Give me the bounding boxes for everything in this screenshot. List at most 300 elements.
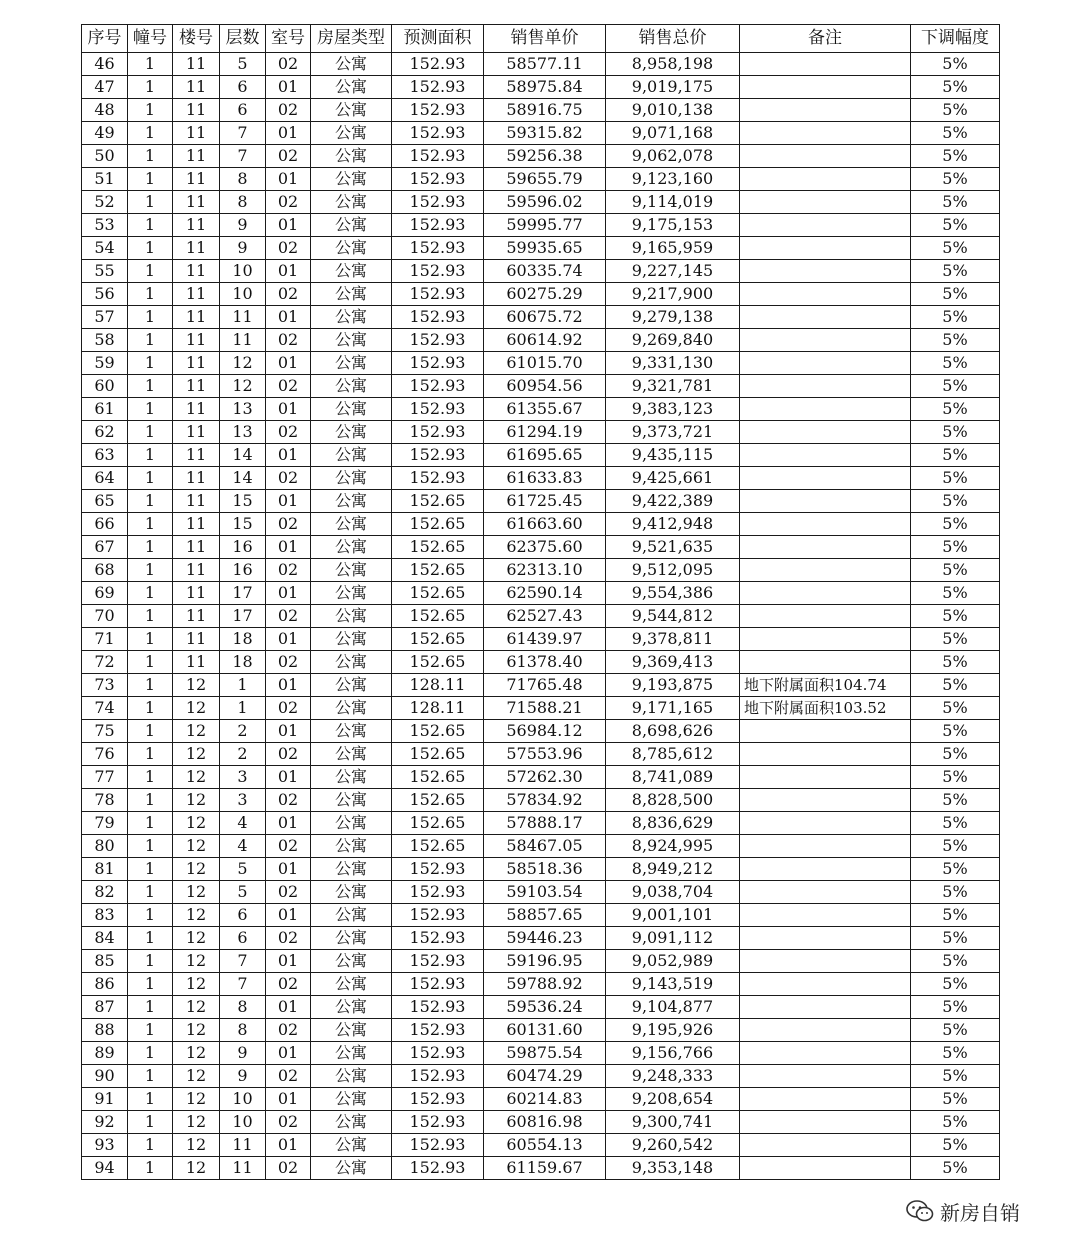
block-cell: 1 [128,306,173,329]
table-row [82,398,1000,421]
floor-cell: 2 [220,720,266,743]
building-cell: 11 [173,398,220,421]
block-cell: 1 [128,145,173,168]
serial-cell: 76 [82,743,128,766]
table-row [82,927,1000,950]
room-cell: 01 [266,812,311,835]
column-header: 楼号 [173,25,220,53]
type-cell: 公寓 [311,789,392,812]
note-cell [740,996,911,1019]
type-cell: 公寓 [311,145,392,168]
total-price-cell: 9,052,989 [606,950,740,973]
wechat-icon [906,1199,934,1223]
note-cell [740,168,911,191]
discount-cell: 5% [911,743,1000,766]
room-cell: 02 [266,927,311,950]
serial-cell: 72 [82,651,128,674]
type-cell: 公寓 [311,605,392,628]
note-cell [740,214,911,237]
unit-price-cell: 56984.12 [484,720,606,743]
type-cell: 公寓 [311,881,392,904]
floor-cell: 8 [220,996,266,1019]
total-price-cell: 9,369,413 [606,651,740,674]
floor-cell: 15 [220,513,266,536]
floor-cell: 6 [220,927,266,950]
unit-price-cell: 60335.74 [484,260,606,283]
floor-cell: 12 [220,352,266,375]
type-cell: 公寓 [311,99,392,122]
discount-cell: 5% [911,881,1000,904]
total-price-cell: 9,373,721 [606,421,740,444]
serial-cell: 82 [82,881,128,904]
building-cell: 11 [173,536,220,559]
note-cell [740,536,911,559]
building-cell: 12 [173,697,220,720]
room-cell: 01 [266,1042,311,1065]
serial-cell: 51 [82,168,128,191]
total-price-cell: 8,949,212 [606,858,740,881]
table-row [82,881,1000,904]
room-cell: 01 [266,444,311,467]
building-cell: 12 [173,1134,220,1157]
table-row [82,329,1000,352]
area-cell: 152.65 [392,628,484,651]
table-row [82,260,1000,283]
room-cell: 02 [266,53,311,76]
room-cell: 01 [266,536,311,559]
table-row [82,1088,1000,1111]
unit-price-cell: 59995.77 [484,214,606,237]
discount-cell: 5% [911,651,1000,674]
table-row [82,996,1000,1019]
unit-price-cell: 61355.67 [484,398,606,421]
unit-price-cell: 61663.60 [484,513,606,536]
serial-cell: 52 [82,191,128,214]
table-row [82,1065,1000,1088]
column-header: 销售单价 [484,25,606,53]
type-cell: 公寓 [311,122,392,145]
note-cell [740,1157,911,1180]
serial-cell: 67 [82,536,128,559]
block-cell: 1 [128,904,173,927]
total-price-cell: 9,165,959 [606,237,740,260]
type-cell: 公寓 [311,628,392,651]
price-table [81,24,1000,1180]
floor-cell: 1 [220,697,266,720]
area-cell: 152.93 [392,467,484,490]
serial-cell: 69 [82,582,128,605]
floor-cell: 4 [220,835,266,858]
area-cell: 152.93 [392,375,484,398]
room-cell: 02 [266,835,311,858]
building-cell: 11 [173,53,220,76]
table-row [82,145,1000,168]
note-cell [740,789,911,812]
note-cell [740,352,911,375]
discount-cell: 5% [911,996,1000,1019]
table-row [82,835,1000,858]
table-row [82,950,1000,973]
discount-cell: 5% [911,950,1000,973]
serial-cell: 75 [82,720,128,743]
serial-cell: 53 [82,214,128,237]
discount-cell: 5% [911,122,1000,145]
building-cell: 11 [173,306,220,329]
building-cell: 11 [173,605,220,628]
type-cell: 公寓 [311,467,392,490]
block-cell: 1 [128,559,173,582]
room-cell: 02 [266,421,311,444]
area-cell: 152.93 [392,260,484,283]
area-cell: 152.93 [392,1019,484,1042]
table-row [82,628,1000,651]
note-cell [740,720,911,743]
block-cell: 1 [128,513,173,536]
total-price-cell: 9,248,333 [606,1065,740,1088]
building-cell: 11 [173,513,220,536]
total-price-cell: 9,010,138 [606,99,740,122]
table-header-row [82,25,1000,53]
unit-price-cell: 62375.60 [484,536,606,559]
column-header: 备注 [740,25,911,53]
block-cell: 1 [128,260,173,283]
area-cell: 152.93 [392,352,484,375]
block-cell: 1 [128,1042,173,1065]
type-cell: 公寓 [311,214,392,237]
table-row [82,720,1000,743]
type-cell: 公寓 [311,559,392,582]
table-row [82,490,1000,513]
floor-cell: 17 [220,605,266,628]
building-cell: 12 [173,1088,220,1111]
unit-price-cell: 59536.24 [484,996,606,1019]
block-cell: 1 [128,76,173,99]
area-cell: 152.93 [392,53,484,76]
building-cell: 12 [173,996,220,1019]
discount-cell: 5% [911,536,1000,559]
type-cell: 公寓 [311,651,392,674]
area-cell: 152.93 [392,1157,484,1180]
discount-cell: 5% [911,1019,1000,1042]
room-cell: 01 [266,582,311,605]
block-cell: 1 [128,421,173,444]
unit-price-cell: 61633.83 [484,467,606,490]
block-cell: 1 [128,398,173,421]
building-cell: 12 [173,1157,220,1180]
floor-cell: 8 [220,168,266,191]
unit-price-cell: 59935.65 [484,237,606,260]
note-cell [740,122,911,145]
floor-cell: 4 [220,812,266,835]
discount-cell: 5% [911,697,1000,720]
floor-cell: 5 [220,53,266,76]
type-cell: 公寓 [311,743,392,766]
unit-price-cell: 61378.40 [484,651,606,674]
room-cell: 02 [266,697,311,720]
block-cell: 1 [128,168,173,191]
type-cell: 公寓 [311,237,392,260]
column-header: 室号 [266,25,311,53]
type-cell: 公寓 [311,191,392,214]
total-price-cell: 9,300,741 [606,1111,740,1134]
table-row [82,559,1000,582]
serial-cell: 61 [82,398,128,421]
area-cell: 152.93 [392,398,484,421]
building-cell: 12 [173,674,220,697]
discount-cell: 5% [911,1065,1000,1088]
unit-price-cell: 58857.65 [484,904,606,927]
area-cell: 152.65 [392,605,484,628]
building-cell: 12 [173,720,220,743]
total-price-cell: 9,383,123 [606,398,740,421]
type-cell: 公寓 [311,283,392,306]
area-cell: 152.65 [392,766,484,789]
table-row [82,375,1000,398]
total-price-cell: 9,208,654 [606,1088,740,1111]
room-cell: 02 [266,1111,311,1134]
total-price-cell: 9,512,095 [606,559,740,582]
table-row [82,237,1000,260]
table-row [82,99,1000,122]
building-cell: 12 [173,1019,220,1042]
type-cell: 公寓 [311,1042,392,1065]
table-row [82,743,1000,766]
floor-cell: 7 [220,145,266,168]
area-cell: 152.93 [392,122,484,145]
type-cell: 公寓 [311,375,392,398]
note-cell [740,237,911,260]
table-row [82,352,1000,375]
room-cell: 01 [266,260,311,283]
building-cell: 11 [173,444,220,467]
note-cell [740,329,911,352]
block-cell: 1 [128,835,173,858]
total-price-cell: 9,062,078 [606,145,740,168]
unit-price-cell: 60214.83 [484,1088,606,1111]
serial-cell: 48 [82,99,128,122]
note-cell [740,490,911,513]
floor-cell: 1 [220,674,266,697]
unit-price-cell: 58975.84 [484,76,606,99]
total-price-cell: 9,269,840 [606,329,740,352]
total-price-cell: 9,143,519 [606,973,740,996]
table-row [82,766,1000,789]
building-cell: 11 [173,99,220,122]
area-cell: 152.93 [392,1042,484,1065]
block-cell: 1 [128,1019,173,1042]
serial-cell: 79 [82,812,128,835]
room-cell: 02 [266,559,311,582]
area-cell: 152.65 [392,835,484,858]
building-cell: 11 [173,191,220,214]
floor-cell: 7 [220,950,266,973]
serial-cell: 89 [82,1042,128,1065]
area-cell: 152.93 [392,927,484,950]
block-cell: 1 [128,444,173,467]
room-cell: 02 [266,881,311,904]
discount-cell: 5% [911,835,1000,858]
area-cell: 128.11 [392,674,484,697]
room-cell: 02 [266,329,311,352]
discount-cell: 5% [911,352,1000,375]
total-price-cell: 9,227,145 [606,260,740,283]
discount-cell: 5% [911,766,1000,789]
room-cell: 02 [266,789,311,812]
type-cell: 公寓 [311,490,392,513]
building-cell: 12 [173,1042,220,1065]
total-price-cell: 9,412,948 [606,513,740,536]
table-row [82,467,1000,490]
area-cell: 152.65 [392,743,484,766]
type-cell: 公寓 [311,1134,392,1157]
table-row [82,812,1000,835]
building-cell: 12 [173,858,220,881]
serial-cell: 84 [82,927,128,950]
room-cell: 01 [266,122,311,145]
room-cell: 02 [266,651,311,674]
floor-cell: 8 [220,191,266,214]
total-price-cell: 9,353,148 [606,1157,740,1180]
room-cell: 01 [266,306,311,329]
area-cell: 152.93 [392,421,484,444]
table-row [82,651,1000,674]
note-cell [740,812,911,835]
area-cell: 152.93 [392,444,484,467]
building-cell: 11 [173,145,220,168]
area-cell: 152.93 [392,283,484,306]
table-row [82,122,1000,145]
table-row [82,582,1000,605]
type-cell: 公寓 [311,996,392,1019]
block-cell: 1 [128,99,173,122]
discount-cell: 5% [911,421,1000,444]
discount-cell: 5% [911,513,1000,536]
building-cell: 11 [173,352,220,375]
table-row [82,789,1000,812]
unit-price-cell: 60816.98 [484,1111,606,1134]
discount-cell: 5% [911,444,1000,467]
block-cell: 1 [128,927,173,950]
area-cell: 152.65 [392,720,484,743]
type-cell: 公寓 [311,352,392,375]
block-cell: 1 [128,881,173,904]
total-price-cell: 9,123,160 [606,168,740,191]
unit-price-cell: 61159.67 [484,1157,606,1180]
column-header: 序号 [82,25,128,53]
floor-cell: 17 [220,582,266,605]
serial-cell: 85 [82,950,128,973]
floor-cell: 10 [220,260,266,283]
note-cell [740,559,911,582]
note-cell [740,1065,911,1088]
area-cell: 152.93 [392,329,484,352]
discount-cell: 5% [911,467,1000,490]
unit-price-cell: 58916.75 [484,99,606,122]
table-row [82,1157,1000,1180]
column-header: 预测面积 [392,25,484,53]
floor-cell: 14 [220,467,266,490]
total-price-cell: 9,425,661 [606,467,740,490]
floor-cell: 18 [220,651,266,674]
area-cell: 152.93 [392,904,484,927]
building-cell: 12 [173,812,220,835]
block-cell: 1 [128,53,173,76]
area-cell: 152.93 [392,1088,484,1111]
total-price-cell: 9,114,019 [606,191,740,214]
floor-cell: 16 [220,559,266,582]
total-price-cell: 9,331,130 [606,352,740,375]
table-row [82,605,1000,628]
note-cell [740,1019,911,1042]
serial-cell: 57 [82,306,128,329]
area-cell: 152.93 [392,1065,484,1088]
column-header: 层数 [220,25,266,53]
column-header: 房屋类型 [311,25,392,53]
total-price-cell: 9,422,389 [606,490,740,513]
building-cell: 12 [173,1065,220,1088]
serial-cell: 94 [82,1157,128,1180]
total-price-cell: 9,001,101 [606,904,740,927]
total-price-cell: 9,544,812 [606,605,740,628]
watermark-text: 新房自销 [940,1200,1020,1225]
building-cell: 12 [173,789,220,812]
unit-price-cell: 59196.95 [484,950,606,973]
room-cell: 01 [266,766,311,789]
note-cell [740,651,911,674]
serial-cell: 58 [82,329,128,352]
building-cell: 11 [173,214,220,237]
unit-price-cell: 59875.54 [484,1042,606,1065]
room-cell: 01 [266,996,311,1019]
area-cell: 152.65 [392,651,484,674]
room-cell: 02 [266,145,311,168]
serial-cell: 78 [82,789,128,812]
area-cell: 152.93 [392,237,484,260]
block-cell: 1 [128,352,173,375]
type-cell: 公寓 [311,812,392,835]
area-cell: 152.93 [392,1111,484,1134]
unit-price-cell: 59655.79 [484,168,606,191]
type-cell: 公寓 [311,421,392,444]
discount-cell: 5% [911,490,1000,513]
serial-cell: 50 [82,145,128,168]
floor-cell: 11 [220,1134,266,1157]
room-cell: 01 [266,858,311,881]
total-price-cell: 9,171,165 [606,697,740,720]
building-cell: 11 [173,559,220,582]
serial-cell: 47 [82,76,128,99]
building-cell: 11 [173,237,220,260]
type-cell: 公寓 [311,513,392,536]
floor-cell: 11 [220,1157,266,1180]
room-cell: 01 [266,628,311,651]
area-cell: 128.11 [392,697,484,720]
total-price-cell: 9,038,704 [606,881,740,904]
note-cell [740,1088,911,1111]
note-cell [740,444,911,467]
area-cell: 152.93 [392,858,484,881]
note-cell [740,283,911,306]
serial-cell: 55 [82,260,128,283]
room-cell: 02 [266,467,311,490]
unit-price-cell: 59256.38 [484,145,606,168]
serial-cell: 68 [82,559,128,582]
total-price-cell: 9,279,138 [606,306,740,329]
unit-price-cell: 61294.19 [484,421,606,444]
total-price-cell: 9,217,900 [606,283,740,306]
type-cell: 公寓 [311,398,392,421]
floor-cell: 10 [220,1088,266,1111]
